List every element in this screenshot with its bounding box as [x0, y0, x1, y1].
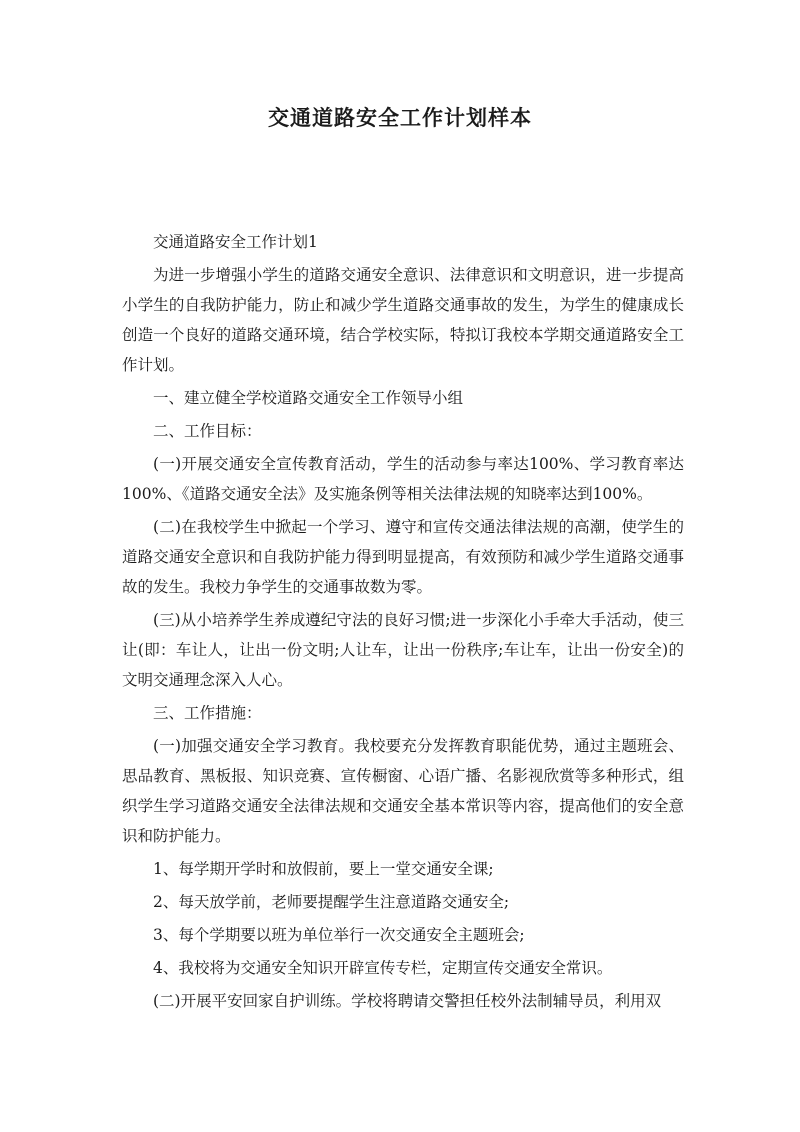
intro-paragraph: 为进一步增强小学生的道路交通安全意识、法律意识和文明意识，进一步提高小学生的自我防护能力，防止和减少学生道路交通事故的发生，为学生的健康成长创造一个良好的道路交通环境，结合学校实际，特拟订我校本学期交通道路安全工作计划。 [122, 266, 684, 374]
measure-paragraph: (二)开展平安回家自护训练。学校将聘请交警担任校外法制辅导员，利用双 [153, 992, 662, 1010]
list-item: 3、每个学期要以班为单位举行一次交通安全主题班会; [153, 926, 525, 944]
document-body [122, 227, 684, 1016]
goal-paragraph: (一)开展交通安全宣传教育活动，学生的活动参与率达100%、学习教育率达100%、《道路交通安全法》及实施条例等相关法律法规的知晓率达到100%。 [122, 455, 684, 503]
goal-paragraph: (三)从小培养学生养成遵纪守法的良好习惯;进一步深化小手牵大手活动，使三让(即：车让人，让出一份文明;人让车，让出一份秩序;车让车，让出一份安全)的文明交通理念深入人心。 [122, 611, 684, 689]
section-heading: 二、工作目标： [153, 422, 262, 440]
section-heading: 一、建立健全学校道路交通安全工作领导小组 [153, 389, 464, 407]
section-heading: 交通道路安全工作计划1 [153, 233, 318, 251]
goal-paragraph: (二)在我校学生中掀起一个学习、遵守和宣传交通法律法规的高潮，使学生的道路交通安全意识和自我防护能力得到明显提高，有效预防和减少学生道路交通事故的发生。我校力争学生的交通事故数为零。 [122, 518, 684, 596]
list-item: 2、每天放学前，老师要提醒学生注意道路交通安全; [153, 893, 510, 911]
list-item: 1、每学期开学时和放假前，要上一堂交通安全课; [153, 860, 494, 878]
list-item: 4、我校将为交通安全知识开辟宣传专栏，定期宣传交通安全常识。 [153, 959, 613, 977]
section-heading: 三、工作措施： [153, 704, 262, 722]
measure-paragraph: (一)加强交通安全学习教育。我校要充分发挥教育职能优势，通过主题班会、思品教育、黑板报、知识竞赛、宣传橱窗、心语广播、名影视欣赏等多种形式，组织学生学习道路交通安全法律法规和交通安全基本常识等内容，提高他们的安全意识和防护能力。 [122, 737, 684, 845]
document-title: 交通道路安全工作计划样本 [268, 105, 532, 130]
